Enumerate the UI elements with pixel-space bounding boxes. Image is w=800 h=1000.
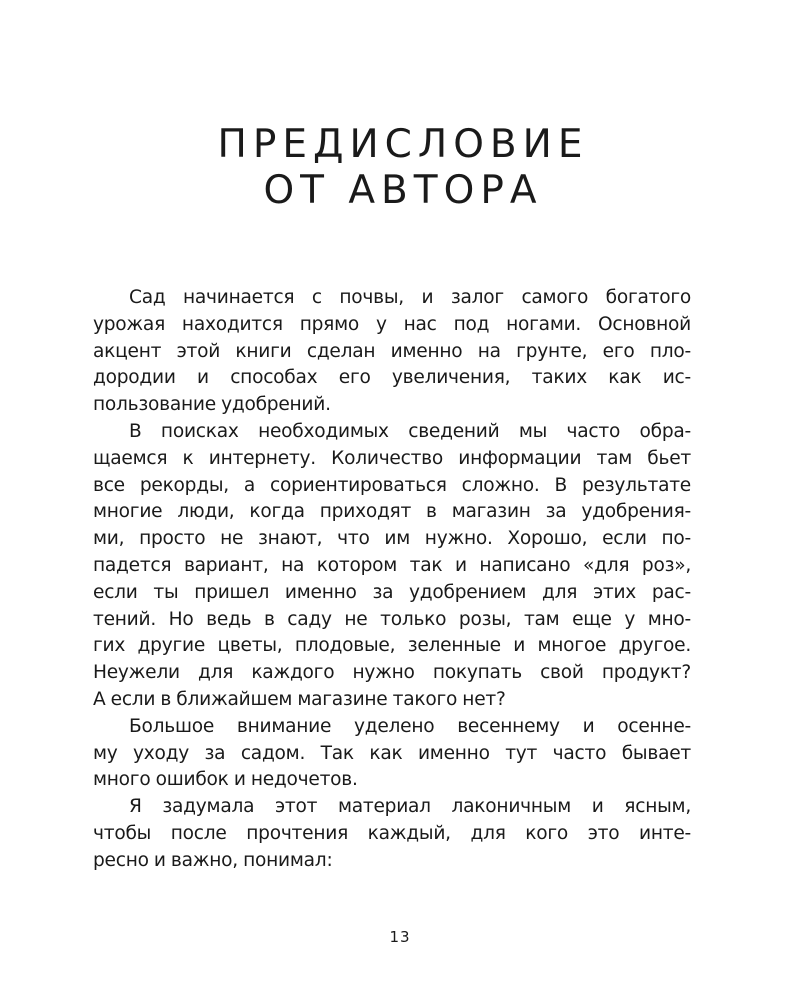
body-line: пользование удобрений. [93, 394, 331, 416]
body-line: чтобы после прочтения каждый, для кого это инте- [93, 822, 691, 844]
body-line: Я задумала этот материал лаконичным и ясным, [129, 796, 691, 818]
chapter-title-line-2: ОТ АВТОРА [263, 168, 543, 213]
chapter-title-line-1: ПРЕДИСЛОВИЕ [217, 122, 589, 167]
body-line: Неужели для каждого нужно покупать свой продукт? [93, 662, 691, 684]
body-line: акцент этой книги сделан именно на грунте, его пло- [93, 340, 691, 362]
body-line: гих другие цветы, плодовые, зеленные и многое другое. [93, 635, 691, 657]
body-line: Большое внимание уделено весеннему и осенне- [129, 715, 691, 737]
body-line: тений. Но ведь в саду не только розы, там еще у мно- [93, 608, 691, 630]
body-line: много ошибок и недочетов. [93, 769, 358, 791]
body-text [93, 285, 691, 875]
body-line: щаемся к интернету. Количество информации там бьет [93, 447, 691, 469]
body-line: падется вариант, на котором так и написано «для роз», [93, 554, 691, 576]
body-line: урожая находится прямо у нас под ногами. Основной [93, 313, 691, 335]
page-number: 13 [389, 928, 411, 946]
body-line: А если в ближайшем магазине такого нет? [93, 688, 506, 710]
body-line: му уходу за садом. Так как именно тут часто бывает [93, 742, 691, 764]
body-line: Сад начинается с почвы, и залог самого богатого [129, 287, 691, 308]
body-line: все рекорды, а сориентироваться сложно. В результате [93, 474, 691, 496]
body-line: дородии и способах его увеличения, таких как ис- [93, 367, 691, 389]
body-line: если ты пришел именно за удобрением для этих рас- [93, 581, 691, 603]
body-line: ми, просто не знают, что им нужно. Хорошо, если по- [93, 528, 691, 550]
body-line: многие люди, когда приходят в магазин за удобрения- [93, 501, 691, 523]
body-line: ресно и важно, понимал: [93, 849, 333, 871]
body-line: В поисках необходимых сведений мы часто обра- [129, 420, 691, 442]
chapter-title [0, 122, 800, 214]
